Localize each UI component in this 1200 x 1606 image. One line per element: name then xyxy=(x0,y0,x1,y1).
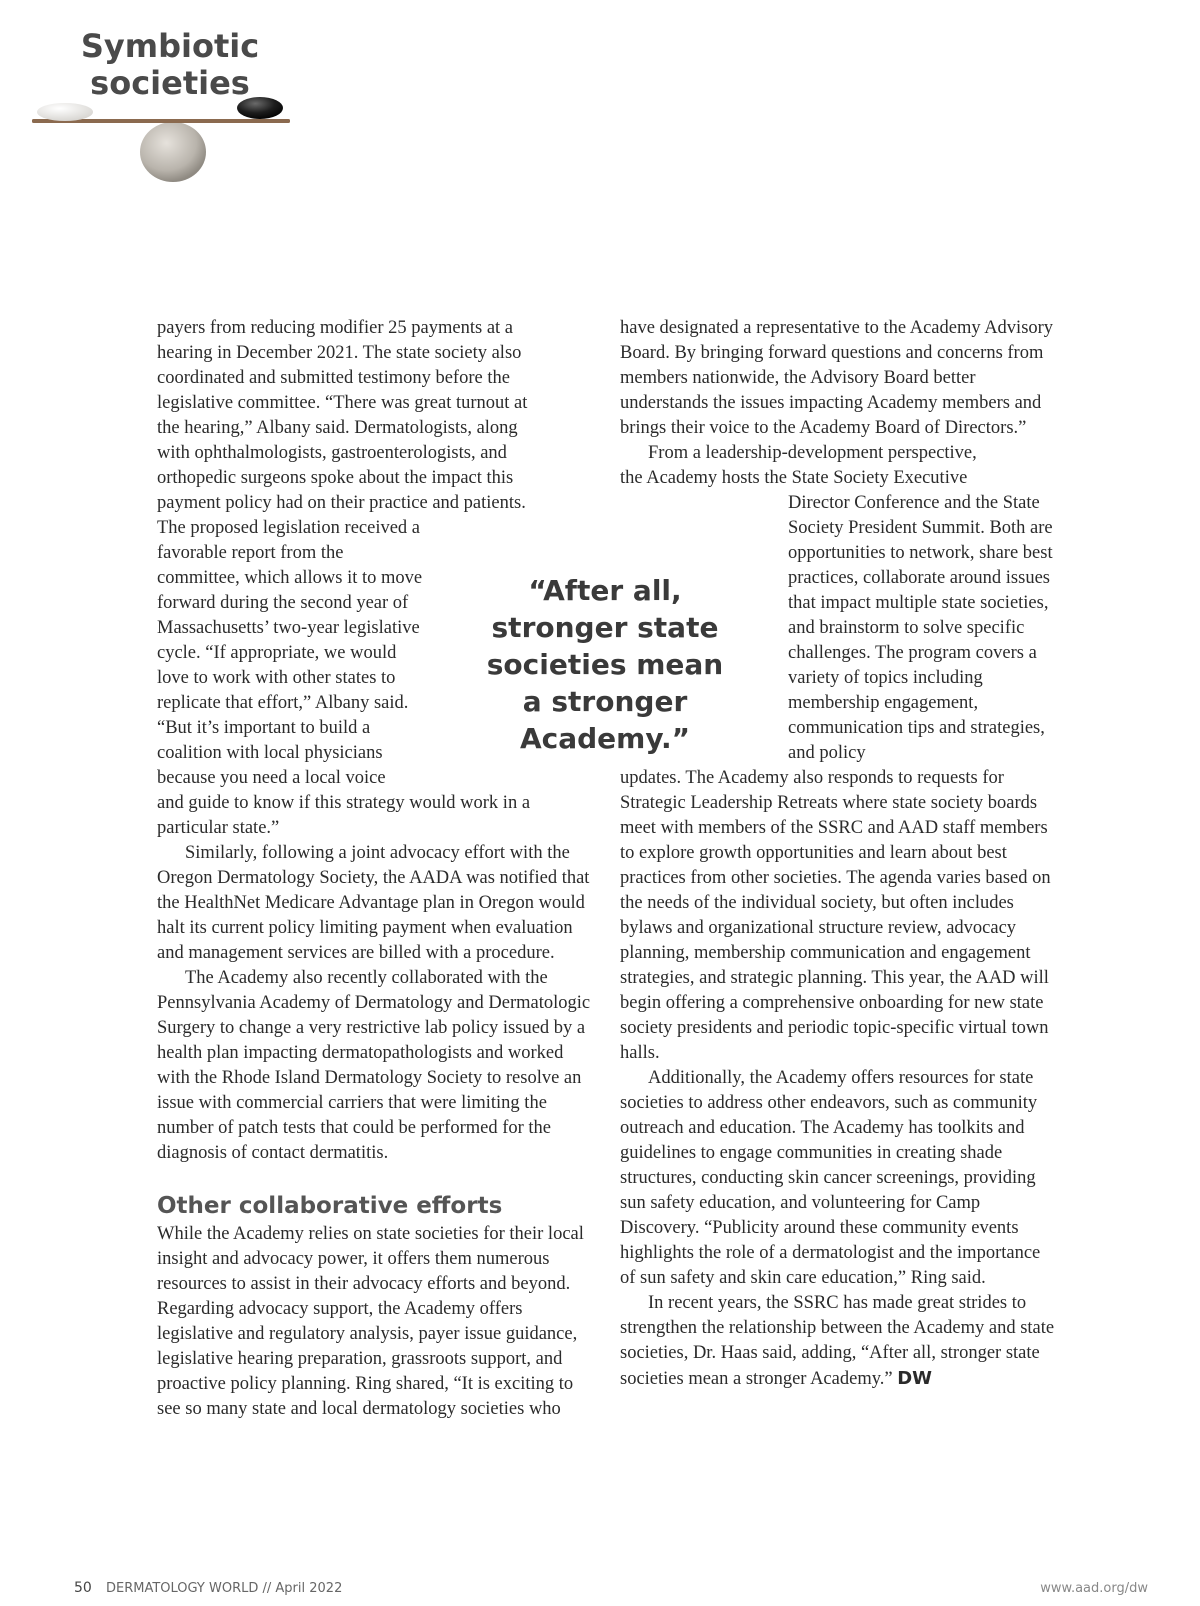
paragraph-text: In recent years, the SSRC has made great strides to strengthen the relationship between the Academy and state societies, Dr. Haas said, adding, “After all, stronger state societies mean a stronger Academy.” xyxy=(620,1293,1055,1389)
text-line: From a leadership-development perspective, xyxy=(648,443,977,463)
section-title xyxy=(0,28,340,102)
paragraph: While the Academy relies on state societies for their local insight and advocacy power, it offers them numerous resources to assist in their advocacy efforts and beyond. Regarding advocacy support, the Academy offers legislative and regulatory analysis, payer issue guidance, legislative hearing preparation, grassroots support, and proactive policy planning. Ring shared, “It is exciting to see so many state and local dermatology societies who xyxy=(157,1224,584,1419)
text-line: the Academy hosts the State Society Executive xyxy=(620,468,968,488)
text-line: with ophthalmologists, gastroenterologists, and xyxy=(157,443,507,463)
paragraph xyxy=(620,441,1060,1066)
text-wrap-around-quote: The proposed legislation received a favorable report from the committee, which allows it to move forward during the second year of Massachusetts’ two-year legislative cycle. “If appropriate, we would love to work with other states to replicate that effort,” Albany said. “But it’s important to build a coalition with local physicians because you need a local voice xyxy=(157,518,423,788)
end-signature: DW xyxy=(897,1368,933,1389)
text-line: hearing in December 2021. The state society also xyxy=(157,343,522,363)
section-title-line: Symbiotic xyxy=(80,27,260,65)
paragraph: have designated a representative to the Academy Advisory Board. By bringing forward questions and concerns from members nationwide, the Advisory Board better understands the issues impacting Academy members and brings their voice to the Academy Board of Directors.” xyxy=(620,318,1054,438)
text-line: coordinated and submitted testimony before the xyxy=(157,368,510,388)
page-number: 50 xyxy=(74,1580,92,1596)
pull-quote: “After all, stronger state societies mean a stronger Academy.” xyxy=(486,574,724,755)
text-line: the hearing,” Albany said. Dermatologists, along xyxy=(157,418,518,438)
publication-info: DERMATOLOGY WORLD // April 2022 xyxy=(105,1581,343,1596)
text-line: updates. The Academy also responds to requests for Strategic Leadership Retreats where state society boards meet with members of the SSRC and AAD staff members to explore growth opportunities and learn about best practices from other societies. The agenda varies based on the needs of the individual society, but often includes bylaws and organizational structure review, advocacy planning, membership communication and engagement strategies, and strategic planning. This year, the AAD will begin offering a comprehensive onboarding for new state society presidents and periodic topic-specific virtual town halls. xyxy=(620,768,1051,1063)
text-line: legislative committee. “There was great turnout at xyxy=(157,393,528,413)
article-right-column xyxy=(620,316,1060,1392)
paragraph: The Academy also recently collaborated with the Pennsylvania Academy of Dermatology and Dermatologic Surgery to change a very restrictive lab policy issued by a health plan impacting dermatopathologists and worked with the Rhode Island Dermatology Society to resolve an issue with commercial carriers that were limiting the number of patch tests that could be performed for the diagnosis of contact dermatitis. xyxy=(157,968,591,1163)
paragraph xyxy=(620,1291,1060,1392)
paragraph: Similarly, following a joint advocacy effort with the Oregon Dermatology Society, the AADA was notified that the HealthNet Medicare Advantage plan in Oregon would halt its current policy limiting payment when evaluation and management services are billed with a procedure. xyxy=(157,843,590,963)
text-line: payment policy had on their practice and patients. xyxy=(157,493,526,513)
text-line: and guide to know if this strategy would work in a particular state.” xyxy=(157,793,531,838)
text-line: payers from reducing modifier 25 payments at a xyxy=(157,318,514,338)
paragraph: Additionally, the Academy offers resources for state societies to address other endeavors, such as community outreach and education. The Academy has toolkits and guidelines to engage communities in creating shade structures, conducting skin cancer screenings, providing sun safety education, and volunteering for Camp Discovery. “Publicity around these community events highlights the role of a dermatologist and the importance of sun safety and skin care education,” Ring said. xyxy=(620,1068,1041,1288)
subheading: Other collaborative efforts xyxy=(157,1193,503,1219)
section-title-line: societies xyxy=(90,64,250,102)
article-left-column xyxy=(157,316,597,1422)
page-footer xyxy=(74,1580,342,1596)
footer-url: www.aad.org/dw xyxy=(1040,1581,1148,1596)
balancing-stones-illustration xyxy=(30,92,305,192)
text-wrap-around-quote: Director Conference and the State Society President Summit. Both are opportunities to network, share best practices, collaborate around issues that impact multiple state societies, and brainstorm to solve specific challenges. The program covers a variety of topics including membership engagement, communication tips and strategies, and policy xyxy=(788,493,1053,763)
text-line: orthopedic surgeons spoke about the impact this xyxy=(157,468,514,488)
